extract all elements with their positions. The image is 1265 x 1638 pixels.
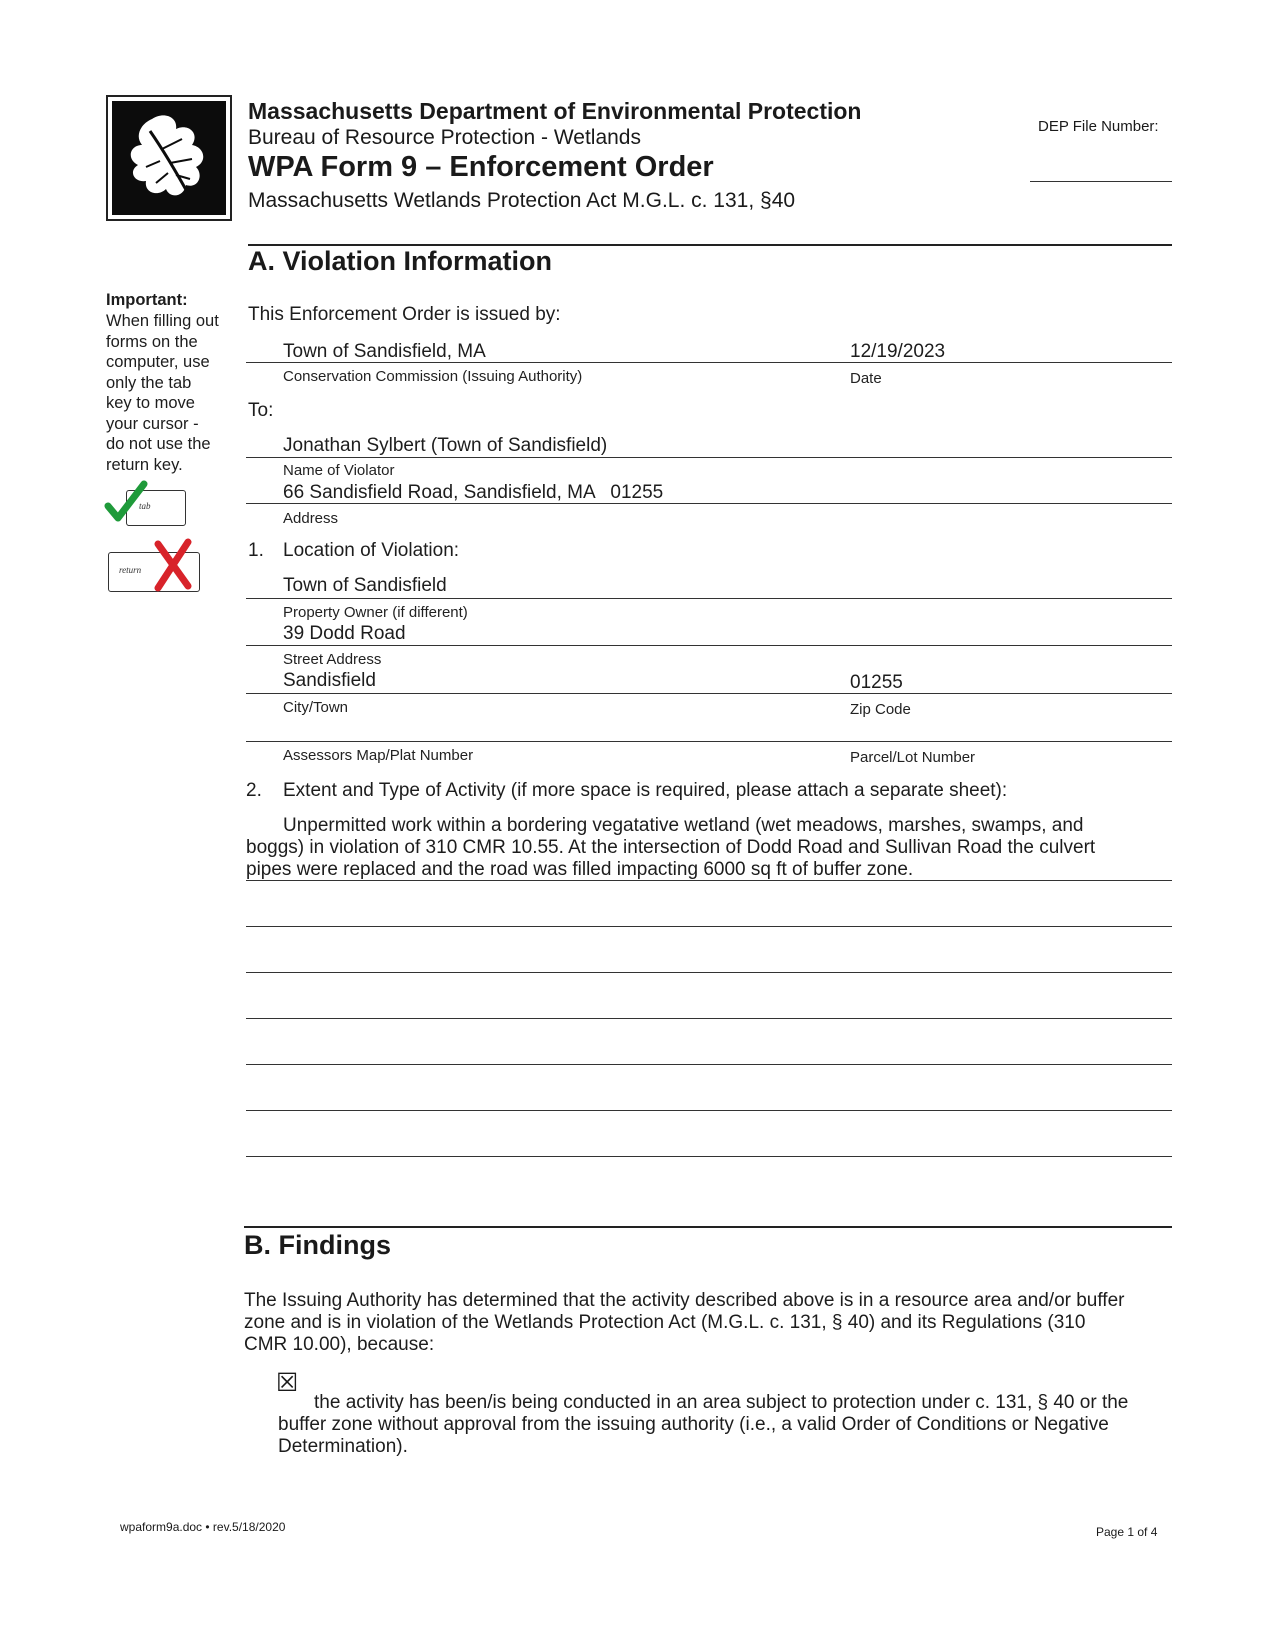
section-a-heading: A. Violation Information [248,246,553,276]
item-1-number: 1. [248,540,264,561]
violator-underline [246,457,1172,458]
address-label: Address [283,510,339,527]
address-field[interactable]: 66 Sandisfield Road, Sandisfield, MA 01255 [283,482,664,503]
street-underline [246,645,1172,646]
finding-text: the activity has been/is being conducted in an area subject to protection under c. 131, § 40 or the buffer zone without approval from the issuing authority (i.e., a valid Order of Conditions or Negative Determination). [278,1392,1129,1457]
commission-field[interactable]: Town of Sandisfield, MA [283,341,486,362]
act-citation: Massachusetts Wetlands Protection Act M.G.L. c. 131, §40 [248,189,796,212]
activity-underline-3 [246,972,1172,973]
activity-underline-7 [246,1156,1172,1157]
finding-checkbox[interactable]: ☒ [276,1368,299,1397]
parcel-label: Parcel/Lot Number [850,749,976,766]
city-underline [246,693,1172,694]
section-b-rule [244,1226,1172,1228]
street-field[interactable]: 39 Dodd Road [283,623,406,644]
item-2-number: 2. [246,780,262,801]
red-x-icon [150,538,196,592]
important-note: When filling out forms on the computer, use only the tab key to move your cursor - do not use the return key. [106,312,219,474]
checkmark-icon [104,478,150,526]
violator-label: Name of Violator [283,462,395,479]
important-heading: Important: [106,291,188,309]
activity-underline-5 [246,1064,1172,1065]
date-field[interactable]: 12/19/2023 [850,341,946,362]
date-label: Date [850,370,882,387]
map-field[interactable] [283,718,803,740]
owner-underline [246,598,1172,599]
owner-field[interactable]: Town of Sandisfield [283,575,447,596]
agency-name: Massachusetts Department of Environmental Protection [248,98,862,124]
dep-file-field[interactable] [1030,155,1172,179]
tab-key-label: tab [139,501,151,511]
commission-label: Conservation Commission (Issuing Authority) [283,368,583,385]
activity-underline-1 [246,880,1172,881]
address-underline [246,503,1172,504]
street-label: Street Address [283,651,382,668]
violator-field[interactable]: Jonathan Sylbert (Town of Sandisfield) [283,435,608,456]
extent-of-activity-label: Extent and Type of Activity (if more space is required, please attach a separate sheet): [283,780,1008,801]
page-number: Page 1 of 4 [1096,1525,1158,1539]
oak-leaf-icon [112,101,226,215]
map-label: Assessors Map/Plat Number [283,747,474,764]
zip-field[interactable]: 01255 [850,672,903,693]
findings-intro: The Issuing Authority has determined that the activity described above is in a resource area and/or buffer zone and is in violation of the Wetlands Protection Act (M.G.L. c. 131, § 40) and its Regulations (310 CMR 10.00), because: [244,1290,1125,1355]
parcel-field[interactable] [850,718,1150,740]
activity-underline-4 [246,1018,1172,1019]
activity-underline-2 [246,926,1172,927]
return-key-label: return [119,565,142,575]
map-underline [246,741,1172,742]
dep-file-underline [1030,181,1172,182]
owner-label: Property Owner (if different) [283,604,468,621]
form-title: WPA Form 9 – Enforcement Order [248,151,714,183]
activity-description-field[interactable]: Unpermitted work within a bordering vegatative wetland (wet meadows, marshes, swamps, and boggs) in violation of 310 CMR 10.55. At the intersection of Dodd Road and Sullivan Road the culvert pipes were replaced and the road was filled impacting 6000 sq ft of buffer zone. [246,815,1096,880]
dep-logo [106,95,232,221]
city-field[interactable]: Sandisfield [283,670,376,691]
city-label: City/Town [283,699,349,716]
bureau-name: Bureau of Resource Protection - Wetlands [248,126,641,149]
section-b-heading: B. Findings [244,1230,391,1260]
to-label: To: [248,400,274,421]
activity-underline-6 [246,1110,1172,1111]
zip-label: Zip Code [850,701,911,718]
dep-file-label: DEP File Number: [1038,118,1159,135]
document-reference: wpaform9a.doc • rev.5/18/2020 [120,1520,286,1534]
location-of-violation-label: Location of Violation: [283,540,460,561]
issued-by-intro: This Enforcement Order is issued by: [248,304,561,325]
commission-underline [246,362,1172,363]
